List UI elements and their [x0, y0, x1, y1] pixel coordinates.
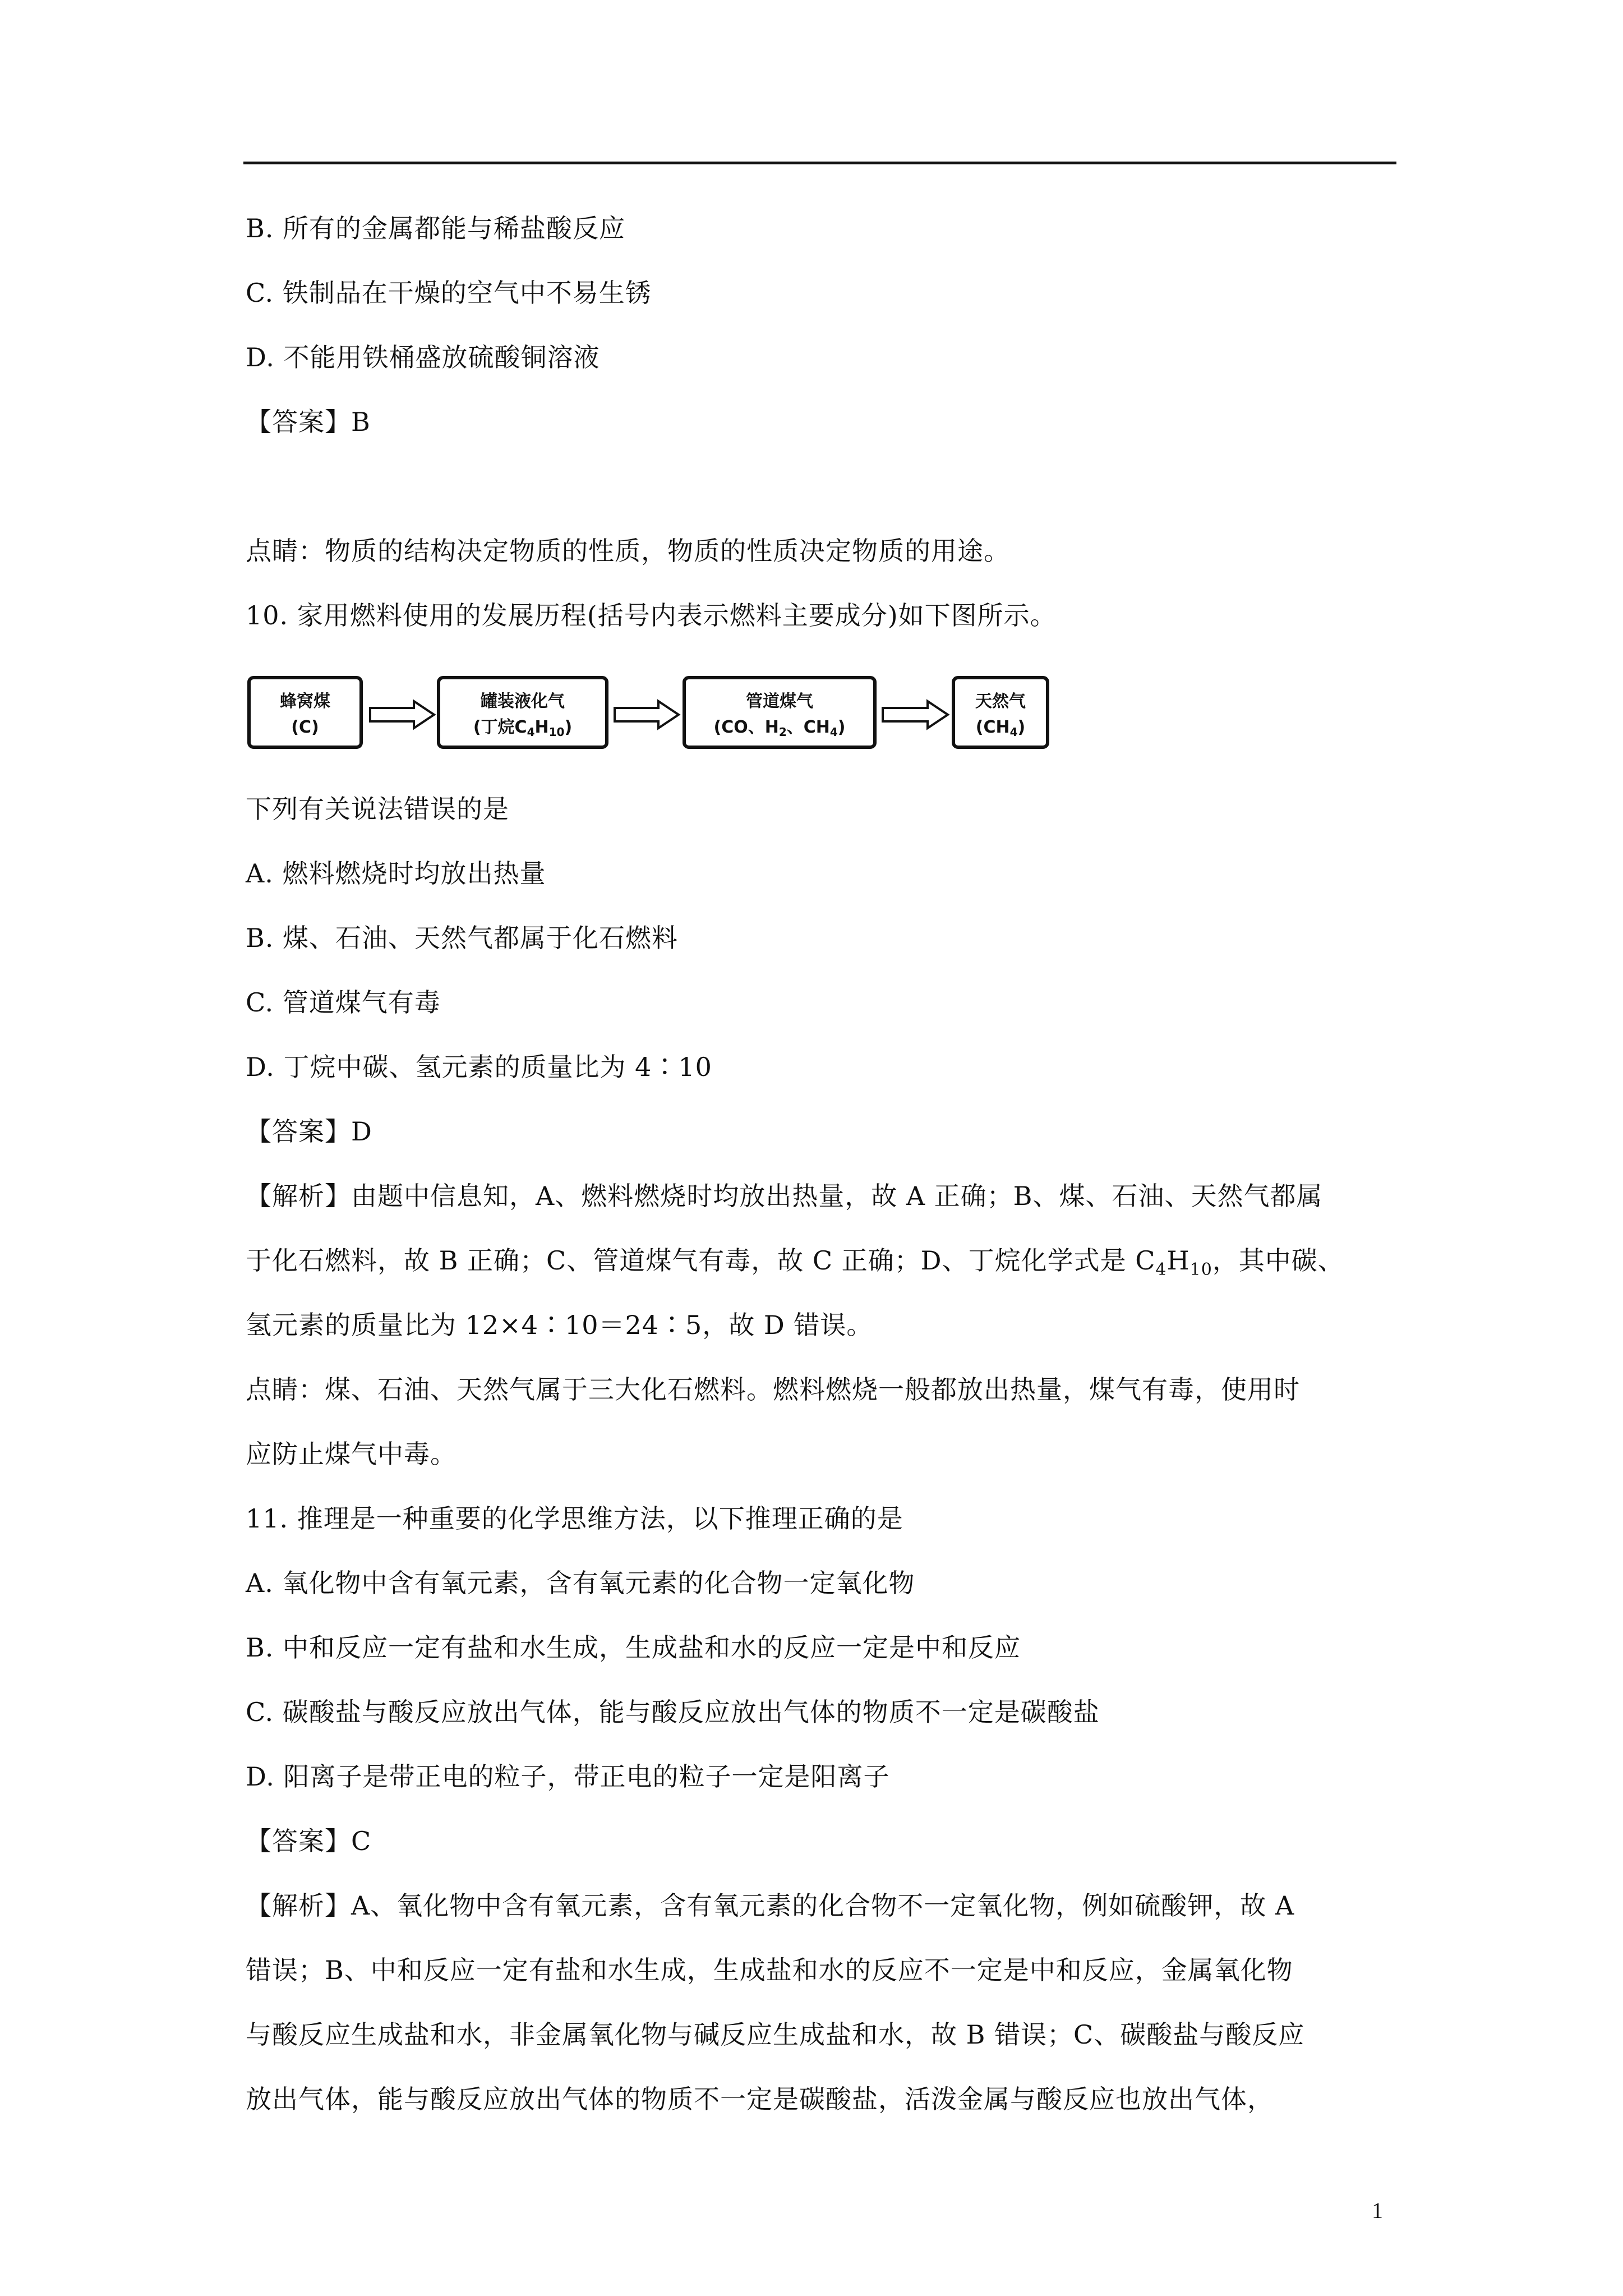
arrow-right-icon — [615, 701, 679, 728]
q10-stem: 10. 家用燃料使用的发展历程(括号内表示燃料主要成分)如下图所示。 — [246, 600, 1057, 631]
fuel-history-diagram — [246, 672, 1059, 756]
q9-option-b: B. 所有的金属都能与稀盐酸反应 — [246, 213, 626, 243]
arrow-right-icon — [370, 701, 434, 728]
q11-option-d: D. 阳离子是带正电的粒子，带正电的粒子一定是阳离子 — [246, 1761, 890, 1792]
q9-option-d: D. 不能用铁桶盛放硫酸铜溶液 — [246, 342, 600, 372]
q10-analysis-line-2: 于化石燃料，故 B 正确；C、管道煤气有毒，故 C 正确；D、丁烷化学式是 $C_4H_{10}$，其中碳、 — [246, 1245, 1344, 1280]
q10-analysis-line-1: 【解析】由题中信息知，A、燃料燃烧时均放出热量，故 A 正确；B、煤、石油、天然气都属 — [246, 1181, 1323, 1211]
q10-answer: 【答案】D — [246, 1116, 372, 1147]
q10-note-line-1: 点睛：煤、石油、天然气属于三大化石燃料。燃料燃烧一般都放出热量，煤气有毒，使用时 — [246, 1374, 1300, 1405]
q11-option-c: C. 碳酸盐与酸反应放出气体，能与酸反应放出气体的物质不一定是碳酸盐 — [246, 1697, 1100, 1727]
q10-option-a: A. 燃料燃烧时均放出热量 — [246, 858, 546, 889]
fuel-box-1-formula: (C) — [291, 717, 319, 737]
q11-stem: 11. 推理是一种重要的化学思维方法，以下推理正确的是 — [246, 1503, 903, 1534]
fuel-box-3-title: 管道煤气 — [746, 692, 813, 711]
q11-option-b: B. 中和反应一定有盐和水生成，生成盐和水的反应一定是中和反应 — [246, 1632, 1021, 1663]
q9-option-c: C. 铁制品在干燥的空气中不易生锈 — [246, 278, 652, 308]
q11-analysis-line-3: 与酸反应生成盐和水，非金属氧化物与碱反应生成盐和水，故 B 错误；C、碳酸盐与酸反应 — [246, 2019, 1305, 2050]
q10-option-b: B. 煤、石油、天然气都属于化石燃料 — [246, 923, 679, 953]
page-number: 1 — [1372, 2198, 1383, 2223]
q11-analysis-line-1: 【解析】A、氧化物中含有氧元素，含有氧元素的化合物不一定氧化物，例如硫酸钾，故 A — [246, 1890, 1295, 1921]
arrow-right-icon — [883, 701, 948, 728]
q9-note: 点睛：物质的结构决定物质的性质，物质的性质决定物质的用途。 — [246, 536, 1010, 566]
fuel-box-3-formula: (CO、$H_2$、$CH_4$) — [713, 717, 846, 739]
fuel-box-2-formula: (丁烷$C_4H_{10}$) — [473, 717, 573, 739]
fuel-box-4-title: 天然气 — [975, 692, 1026, 711]
q10-option-d: D. 丁烷中碳、氢元素的质量比为 4∶10 — [246, 1052, 712, 1082]
q11-analysis-line-4: 放出气体，能与酸反应放出气体的物质不一定是碳酸盐，活泼金属与酸反应也放出气体， — [246, 2084, 1274, 2114]
q10-option-c: C. 管道煤气有毒 — [246, 987, 441, 1018]
q11-option-a: A. 氧化物中含有氧元素，含有氧元素的化合物一定氧化物 — [246, 1568, 915, 1598]
fuel-box-4-formula: $(CH_4)$ — [975, 717, 1026, 739]
q9-answer: 【答案】B — [246, 407, 371, 437]
q10-analysis-line-3: 氢元素的质量比为 12×4∶10＝24∶5，故 D 错误。 — [246, 1310, 873, 1340]
q10-note-line-2: 应防止煤气中毒。 — [246, 1439, 457, 1469]
fuel-box-1-title: 蜂窝煤 — [280, 692, 330, 711]
q10-question: 下列有关说法错误的是 — [246, 794, 509, 824]
q11-answer: 【答案】C — [246, 1826, 372, 1856]
q11-analysis-line-2: 错误；B、中和反应一定有盐和水生成，生成盐和水的反应不一定是中和反应，金属氧化物 — [246, 1955, 1293, 1985]
fuel-box-2-title: 罐装液化气 — [481, 692, 565, 711]
header-rule — [243, 162, 1396, 164]
